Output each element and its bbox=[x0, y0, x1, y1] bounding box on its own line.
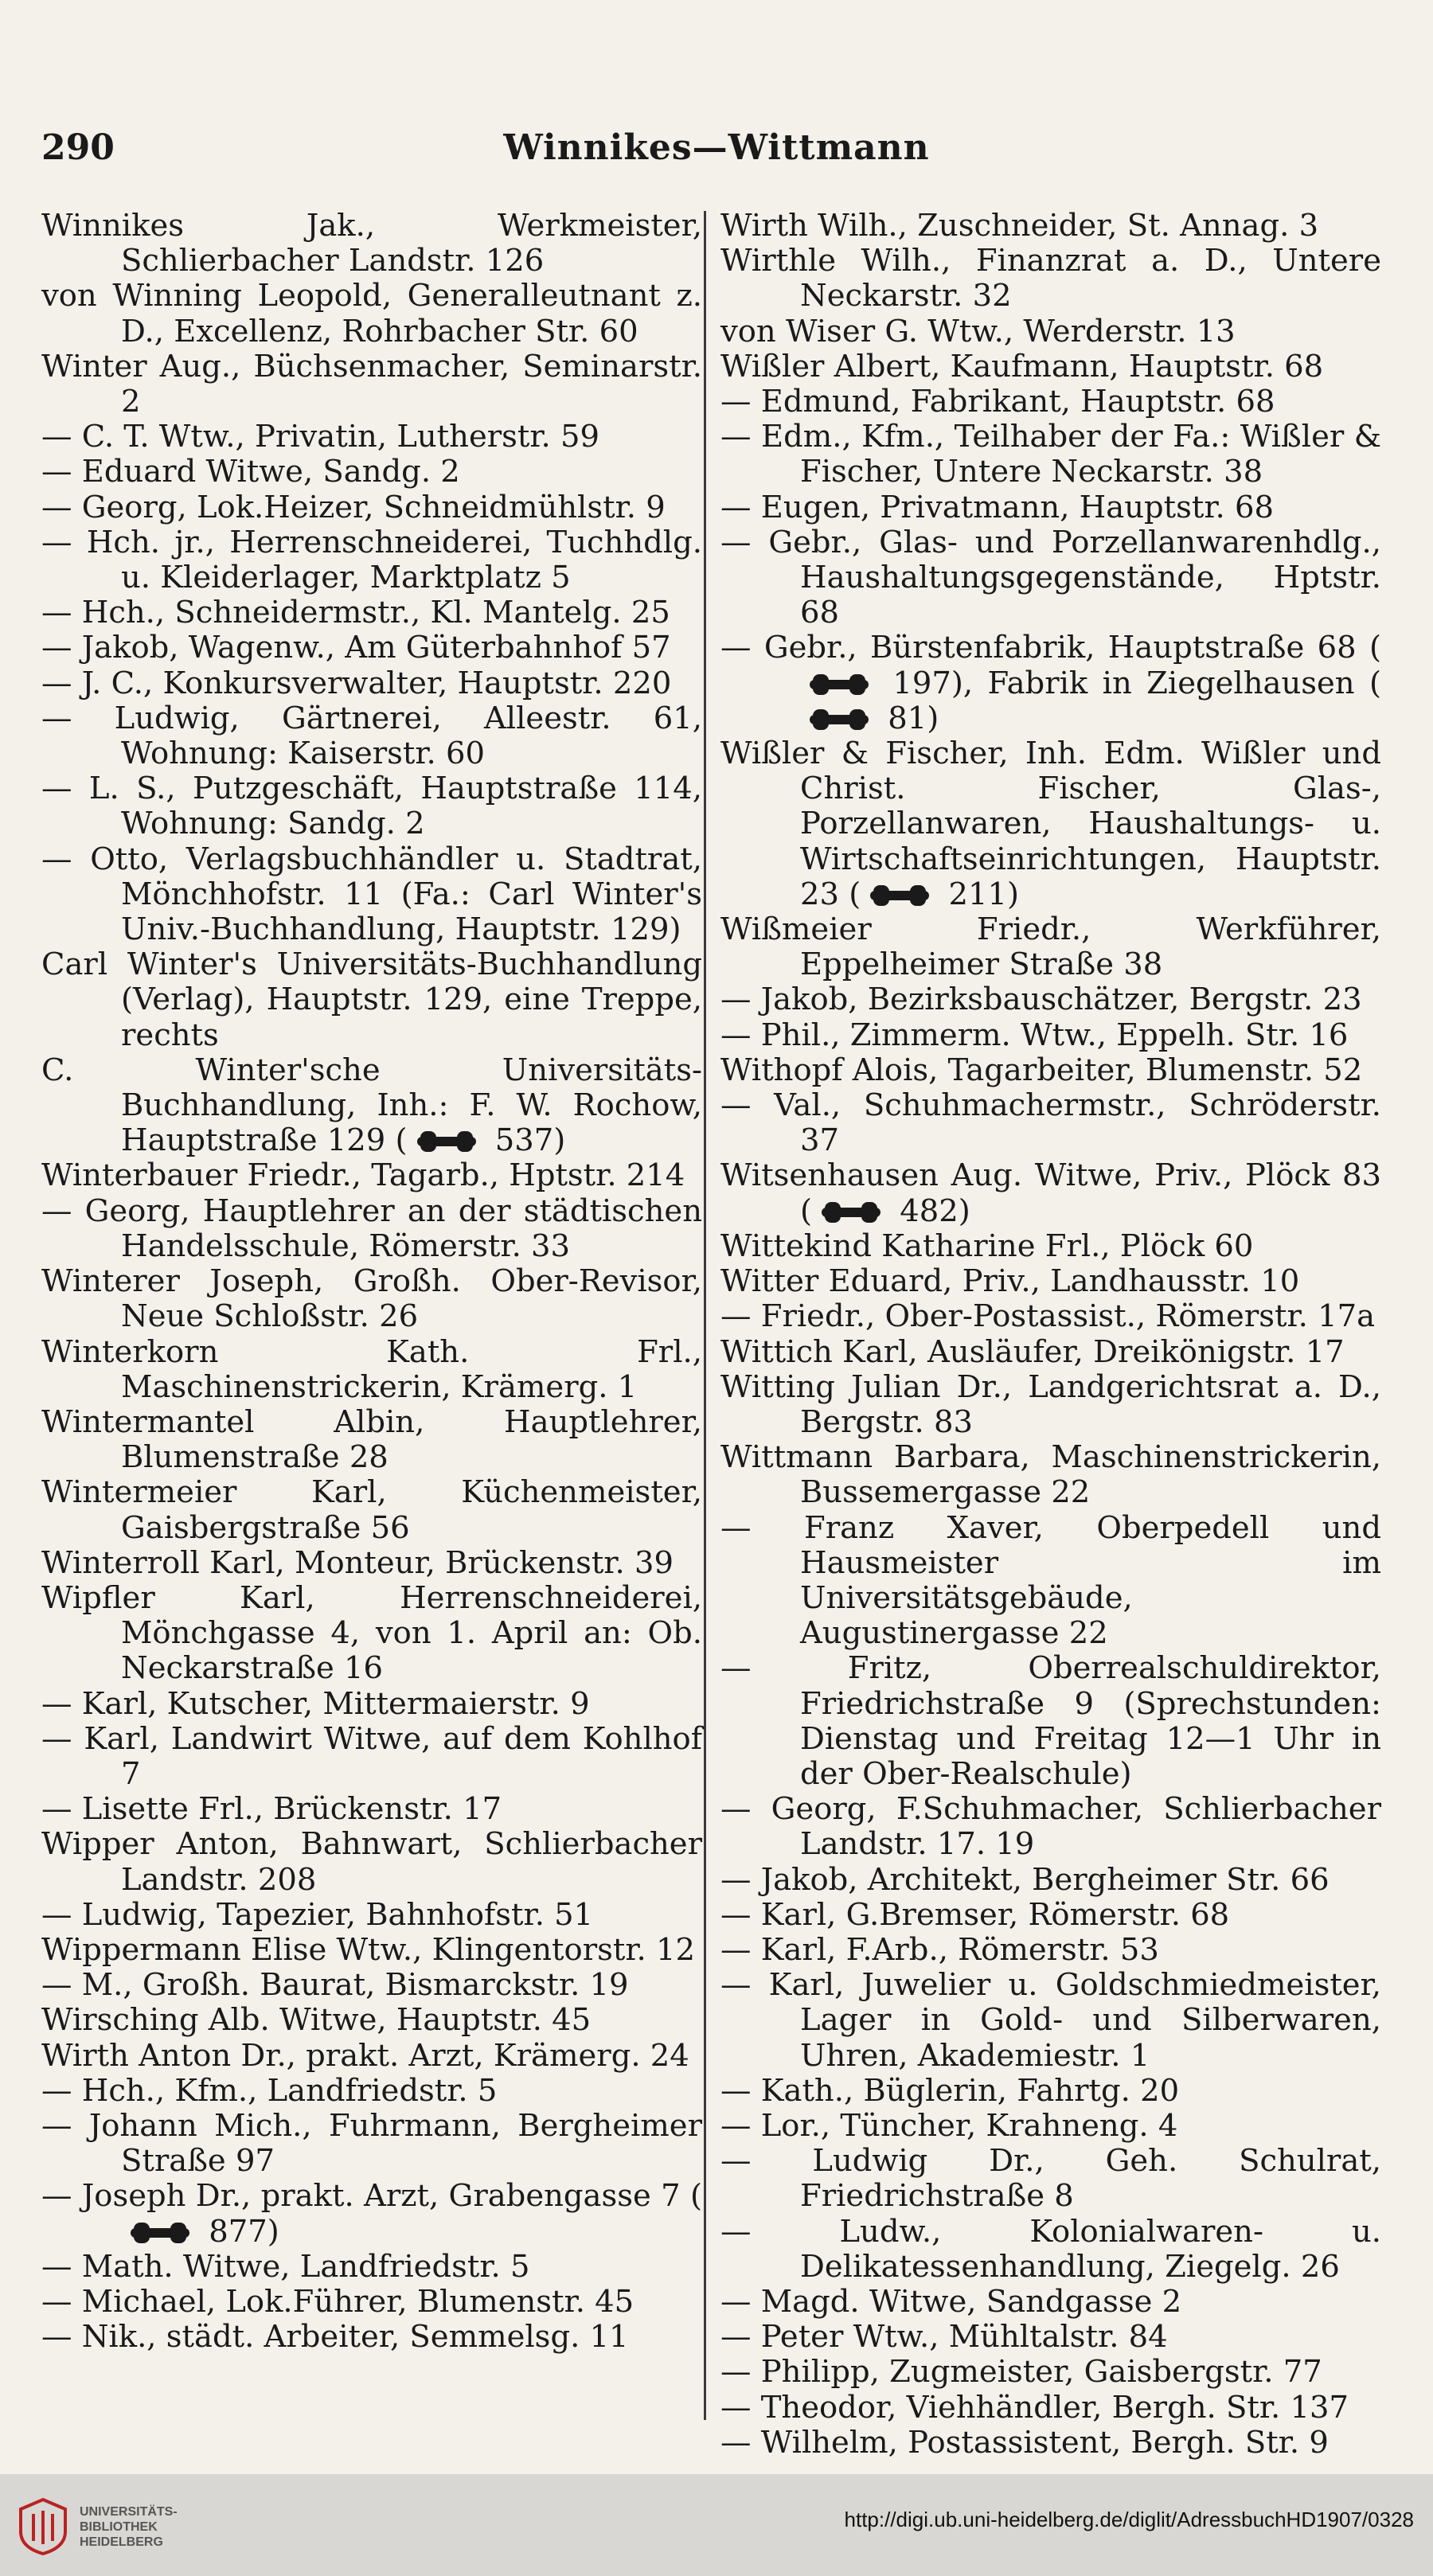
directory-entry: — Jakob, Architekt, Bergheimer Str. 66 bbox=[720, 1861, 1330, 1898]
directory-entry: — M., Großh. Baurat, Bismarckstr. 19 bbox=[41, 1967, 629, 2004]
telephone-icon bbox=[814, 1200, 888, 1224]
directory-entry: — Peter Wtw., Mühltalstr. 84 bbox=[720, 2319, 1168, 2355]
directory-entry: Wißmeier Friedr., Werkführer, Eppelheimer Straße 38 bbox=[720, 911, 1381, 983]
source-url-link[interactable]: http://digi.ub.uni-heidelberg.de/diglit/AdressbuchHD1907/0328 bbox=[844, 2508, 1414, 2531]
directory-entry: — Edm., Kfm., Teilhaber der Fa.: Wißler & Fischer, Untere Neckarstr. 38 bbox=[720, 419, 1381, 490]
directory-entry: Wintermeier Karl, Küchenmeister, Gaisbergstraße 56 bbox=[41, 1474, 702, 1546]
directory-entry: — Karl, Juwelier u. Goldschmiedmeister, Lager in Gold- und Silberwaren, Uhren, Akademiestr. 1 bbox=[720, 1967, 1381, 2074]
directory-entry: Winterroll Karl, Monteur, Brückenstr. 39 bbox=[41, 1544, 674, 1581]
directory-entry: — Math. Witwe, Landfriedstr. 5 bbox=[41, 2248, 530, 2285]
page-number: 290 bbox=[41, 127, 115, 168]
library-name-line-2: BIBLIOTHEK bbox=[80, 2520, 158, 2534]
directory-entry: — Jakob, Wagenw., Am Güterbahnhof 57 bbox=[41, 630, 671, 666]
directory-entry: — Gebr., Glas- und Porzellanwarenhdlg., Haushaltungsgegenstände, Hptstr. 68 bbox=[720, 524, 1381, 631]
directory-entry: — Ludwig Dr., Geh. Schulrat, Friedrichstraße 8 bbox=[720, 2143, 1381, 2215]
directory-entry: — J. C., Konkursverwalter, Hauptstr. 220 bbox=[41, 665, 672, 701]
directory-entry: Wirth Wilh., Zuschneider, St. Annag. 3 bbox=[720, 208, 1319, 244]
directory-entry: Wittmann Barbara, Maschinenstrickerin, Bussemergasse 22 bbox=[720, 1439, 1381, 1511]
directory-entry: — Johann Mich., Fuhrmann, Bergheimer Straße 97 bbox=[41, 2107, 702, 2180]
directory-entry: — Ludwig, Tapezier, Bahnhofstr. 51 bbox=[41, 1896, 594, 1933]
directory-entry: — Friedr., Ober-Postassist., Römerstr. 17a bbox=[720, 1298, 1376, 1335]
directory-entry: Witting Julian Dr., Landgerichtsrat a. D., Bergstr. 83 bbox=[720, 1368, 1381, 1440]
directory-entry: von Winning Leopold, Generalleutnant z. D., Excellenz, Rohrbacher Str. 60 bbox=[41, 278, 702, 349]
directory-entry: — Michael, Lok.Führer, Blumenstr. 45 bbox=[41, 2283, 635, 2320]
directory-entry: — Phil., Zimmerm. Wtw., Eppelh. Str. 16 bbox=[720, 1017, 1349, 1053]
left-column bbox=[41, 209, 702, 2355]
directory-entry: Winterkorn Kath. Frl., Maschinenstrickerin, Krämerg. 1 bbox=[41, 1333, 702, 1405]
university-seal-icon bbox=[16, 2496, 70, 2557]
directory-entry: — C. T. Wtw., Privatin, Lutherstr. 59 bbox=[41, 419, 600, 455]
library-name bbox=[80, 2504, 178, 2550]
library-footer bbox=[0, 2474, 1433, 2576]
directory-entry: Wintermantel Albin, Hauptlehrer, Blumenstraße 28 bbox=[41, 1403, 702, 1476]
directory-entry: Winterbauer Friedr., Tagarb., Hptstr. 214 bbox=[41, 1157, 685, 1194]
directory-entry: — Georg, Lok.Heizer, Schneidmühlstr. 9 bbox=[41, 489, 666, 525]
directory-entry: — Karl, G.Bremser, Römerstr. 68 bbox=[720, 1896, 1230, 1933]
directory-entry: C. Winter'sche Universitäts-Buchhandlung, Inh.: F. W. Rochow, Hauptstraße 129 ( 537) bbox=[41, 1052, 702, 1159]
directory-entry: Winnikes Jak., Werkmeister, Schlierbacher Landstr. 126 bbox=[41, 208, 702, 279]
directory-entry: — Hch., Kfm., Landfriedstr. 5 bbox=[41, 2072, 498, 2109]
running-title: Winnikes—Wittmann bbox=[503, 127, 930, 168]
directory-entry: — Georg, F.Schuhmacher, Schlierbacher Landstr. 17. 19 bbox=[720, 1791, 1381, 1863]
directory-entry: — Theodor, Viehhändler, Bergh. Str. 137 bbox=[720, 2389, 1349, 2426]
directory-entry: Wißler Albert, Kaufmann, Hauptstr. 68 bbox=[720, 348, 1324, 384]
directory-entry: — Ludw., Kolonialwaren- u. Delikatessenhandlung, Ziegelg. 26 bbox=[720, 2213, 1381, 2285]
directory-entry: Wipper Anton, Bahnwart, Schlierbacher Landstr. 208 bbox=[41, 1826, 702, 1898]
directory-entry: — Karl, Landwirt Witwe, auf dem Kohlhof 7 bbox=[41, 1720, 702, 1792]
directory-entry: — Wilhelm, Postassistent, Bergh. Str. 9 bbox=[720, 2424, 1329, 2461]
directory-entry: Wittich Karl, Ausläufer, Dreikönigstr. 17 bbox=[720, 1333, 1345, 1370]
page-header bbox=[41, 127, 1392, 183]
directory-entry: — Franz Xaver, Oberpedell und Hausmeister im Universitätsgebäude, Augustinergasse 22 bbox=[720, 1509, 1381, 1652]
directory-entry: Winterer Joseph, Großh. Ober-Revisor, Neue Schloßstr. 26 bbox=[41, 1263, 702, 1335]
directory-entry: — Nik., städt. Arbeiter, Semmelsg. 11 bbox=[41, 2319, 629, 2355]
directory-entry: — Gebr., Bürstenfabrik, Hauptstraße 68 ( 197), Fabrik in Ziegelhausen ( 81) bbox=[720, 630, 1381, 736]
directory-entry: — Georg, Hauptlehrer an der städtischen Handelsschule, Römerstr. 33 bbox=[41, 1192, 702, 1264]
directory-entry: — Edmund, Fabrikant, Hauptstr. 68 bbox=[720, 384, 1275, 420]
directory-entry: — Fritz, Oberrealschuldirektor, Friedrichstraße 9 (Sprechstunden: Dienstag und Freitag 12—1 Uhr in der Ober-Realschule) bbox=[720, 1650, 1381, 1792]
directory-entry: — Eduard Witwe, Sandg. 2 bbox=[41, 454, 460, 490]
directory-entry: — Lor., Tüncher, Krahneng. 4 bbox=[720, 2107, 1178, 2144]
directory-entry: — Philipp, Zugmeister, Gaisbergstr. 77 bbox=[720, 2354, 1322, 2391]
directory-entry: Withopf Alois, Tagarbeiter, Blumenstr. 52 bbox=[720, 1052, 1363, 1088]
right-column bbox=[720, 209, 1381, 2461]
directory-entry: — Hch., Schneidermstr., Kl. Mantelg. 25 bbox=[41, 595, 670, 631]
telephone-icon bbox=[123, 2221, 197, 2245]
directory-entry: Wirsching Alb. Witwe, Hauptstr. 45 bbox=[41, 2002, 592, 2039]
telephone-icon bbox=[802, 673, 877, 697]
directory-entry: Wittekind Katharine Frl., Plöck 60 bbox=[720, 1228, 1254, 1264]
column-divider bbox=[704, 211, 706, 2420]
telephone-icon bbox=[802, 708, 877, 732]
directory-entry: — Ludwig, Gärtnerei, Alleestr. 61, Wohnung: Kaiserstr. 60 bbox=[41, 700, 702, 772]
directory-entry: Witter Eduard, Priv., Landhausstr. 10 bbox=[720, 1263, 1300, 1300]
directory-entry: Wirthle Wilh., Finanzrat a. D., Untere Neckarstr. 32 bbox=[720, 243, 1381, 314]
directory-entry: — Hch. jr., Herrenschneiderei, Tuchhdlg. u. Kleiderlager, Marktplatz 5 bbox=[41, 524, 702, 596]
directory-entry: — Otto, Verlagsbuchhändler u. Stadtrat, Mönchhofstr. 11 (Fa.: Carl Winter's Univ.-Buchhandlung, Hauptstr. 129) bbox=[41, 841, 702, 948]
directory-entry: Wirth Anton Dr., prakt. Arzt, Krämerg. 24 bbox=[41, 2037, 689, 2074]
directory-entry: Wippermann Elise Wtw., Klingentorstr. 12 bbox=[41, 1931, 695, 1968]
directory-entry: — Karl, F.Arb., Römerstr. 53 bbox=[720, 1931, 1159, 1968]
library-name-line-1: UNIVERSITÄTS- bbox=[80, 2505, 178, 2519]
directory-entry: Carl Winter's Universitäts-Buchhandlung (Verlag), Hauptstr. 129, eine Treppe, rechts bbox=[41, 946, 702, 1053]
telephone-icon bbox=[862, 884, 937, 907]
directory-entry: — Karl, Kutscher, Mittermaierstr. 9 bbox=[41, 1685, 590, 1722]
directory-entry: Witsenhausen Aug. Witwe, Priv., Plöck 83 ( 482) bbox=[720, 1157, 1381, 1229]
directory-entry: — Val., Schuhmachermstr., Schröderstr. 37 bbox=[720, 1087, 1381, 1159]
directory-entry: Winter Aug., Büchsenmacher, Seminarstr. 2 bbox=[41, 348, 702, 420]
directory-entry: — Lisette Frl., Brückenstr. 17 bbox=[41, 1791, 502, 1828]
directory-entry: — Jakob, Bezirksbauschätzer, Bergstr. 23 bbox=[720, 982, 1362, 1018]
directory-entry: — Magd. Witwe, Sandgasse 2 bbox=[720, 2283, 1182, 2320]
directory-entry: — Kath., Büglerin, Fahrtg. 20 bbox=[720, 2072, 1180, 2109]
directory-entry: Wißler & Fischer, Inh. Edm. Wißler und Christ. Fischer, Glas-, Porzellanwaren, Haushaltungs- u. Wirtschaftseinrichtungen, Hauptstr. 23 ( 211) bbox=[720, 736, 1381, 912]
library-name-line-3: HEIDELBERG bbox=[80, 2535, 163, 2549]
telephone-icon bbox=[409, 1130, 484, 1153]
directory-entry: — Eugen, Privatmann, Hauptstr. 68 bbox=[720, 489, 1274, 525]
directory-entry: von Wiser G. Wtw., Werderstr. 13 bbox=[720, 313, 1236, 349]
directory-entry: — L. S., Putzgeschäft, Hauptstraße 114, Wohnung: Sandg. 2 bbox=[41, 771, 702, 842]
directory-entry: — Joseph Dr., prakt. Arzt, Grabengasse 7 ( 877) bbox=[41, 2178, 702, 2250]
directory-entry: Wipfler Karl, Herrenschneiderei, Mönchgasse 4, von 1. April an: Ob. Neckarstraße 16 bbox=[41, 1579, 702, 1687]
